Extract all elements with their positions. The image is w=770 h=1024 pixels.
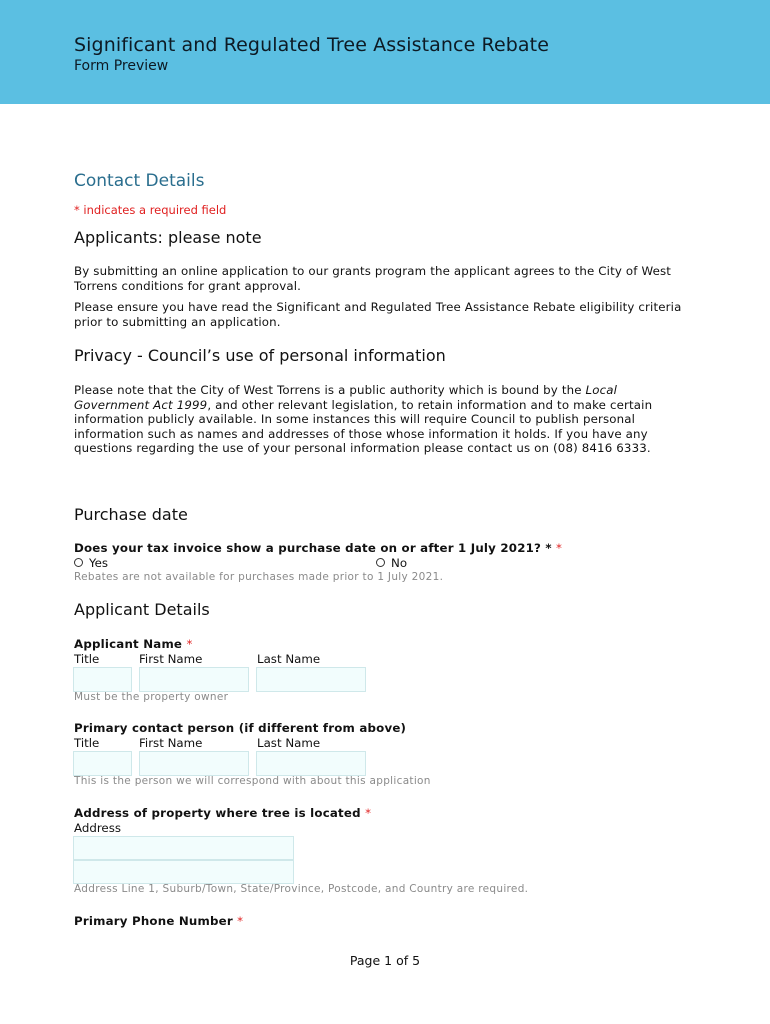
required-star: * — [365, 806, 372, 820]
purchase-date-heading: Purchase date — [74, 505, 188, 524]
required-star: * — [556, 541, 563, 555]
last-name-col-label: Last Name — [257, 652, 321, 666]
privacy-act-name: Local Government Act 1999 — [74, 383, 618, 412]
contact-details-title: Contact Details — [74, 171, 205, 191]
contact-first-name-input[interactable] — [139, 751, 249, 776]
radio-no-label: No — [391, 556, 408, 570]
contact-title-col-label: Title — [74, 736, 100, 750]
radio-yes-label: Yes — [89, 556, 109, 570]
applicant-last-name-input[interactable] — [256, 667, 366, 692]
applicant-name-text: Applicant Name — [74, 637, 183, 651]
address-hint: Address Line 1, Suburb/Town, State/Province, Postcode, and Country are required. — [74, 883, 529, 895]
phone-number-label — [74, 914, 243, 928]
address-line-1-input[interactable] — [73, 836, 294, 860]
radio-no-option[interactable] — [376, 556, 407, 570]
applicants-note-body — [74, 264, 694, 336]
applicant-name-label — [74, 637, 193, 651]
privacy-body — [74, 383, 694, 456]
primary-contact-label: Primary contact person (if different from above) — [74, 721, 407, 735]
purchase-date-hint: Rebates are not available for purchases made prior to 1 July 2021. — [74, 571, 444, 583]
form-header — [0, 0, 770, 104]
privacy-text-after: , and other relevant legislation, to retain information and to make certain information publicly available. In some instances this will require Council to publish personal information such as names and addresses of those whose information it holds. If you have any questions regarding the use of your personal information please contact us on (08) 8416 6333. — [74, 397, 653, 456]
form-subtitle: Form Preview — [74, 58, 169, 74]
property-address-text: Address of property where tree is located — [74, 806, 361, 820]
contact-title-input[interactable] — [73, 751, 132, 776]
primary-contact-hint: This is the person we will correspond with about this application — [74, 775, 431, 787]
purchase-date-question — [74, 541, 562, 555]
radio-yes-option[interactable] — [74, 556, 108, 570]
property-address-label — [74, 806, 371, 820]
applicant-details-heading: Applicant Details — [74, 600, 210, 619]
first-name-col-label: First Name — [139, 652, 203, 666]
privacy-text-before: Please note that the City of West Torrens is a public authority which is bound by the — [74, 383, 586, 397]
contact-last-name-col-label: Last Name — [257, 736, 321, 750]
privacy-heading: Privacy - Council’s use of personal information — [74, 346, 446, 365]
applicants-note-para1: By submitting an online application to our grants program the applicant agrees to the City of West Torrens conditions for grant approval. — [74, 264, 672, 293]
contact-first-name-col-label: First Name — [139, 736, 203, 750]
phone-number-text: Primary Phone Number — [74, 914, 233, 928]
required-field-note: * indicates a required field — [74, 203, 227, 217]
applicant-name-hint: Must be the property owner — [74, 691, 229, 703]
applicant-title-input[interactable] — [73, 667, 132, 692]
required-star: * — [186, 637, 193, 651]
form-title: Significant and Regulated Tree Assistance Rebate — [74, 34, 549, 56]
applicants-note-heading: Applicants: please note — [74, 228, 262, 247]
title-col-label: Title — [74, 652, 100, 666]
address-line-2-input[interactable] — [73, 860, 294, 884]
radio-yes-icon[interactable] — [74, 558, 83, 567]
purchase-question-text: Does your tax invoice show a purchase date on or after 1 July 2021? * — [74, 541, 552, 555]
page-number: Page 1 of 5 — [349, 953, 421, 968]
applicants-note-para2: Please ensure you have read the Significant and Regulated Tree Assistance Rebate eligibility criteria prior to submitting an application. — [74, 300, 682, 329]
address-sublabel: Address — [74, 821, 121, 835]
radio-no-icon[interactable] — [376, 558, 385, 567]
applicant-first-name-input[interactable] — [139, 667, 249, 692]
required-star: * — [237, 914, 244, 928]
contact-last-name-input[interactable] — [256, 751, 366, 776]
